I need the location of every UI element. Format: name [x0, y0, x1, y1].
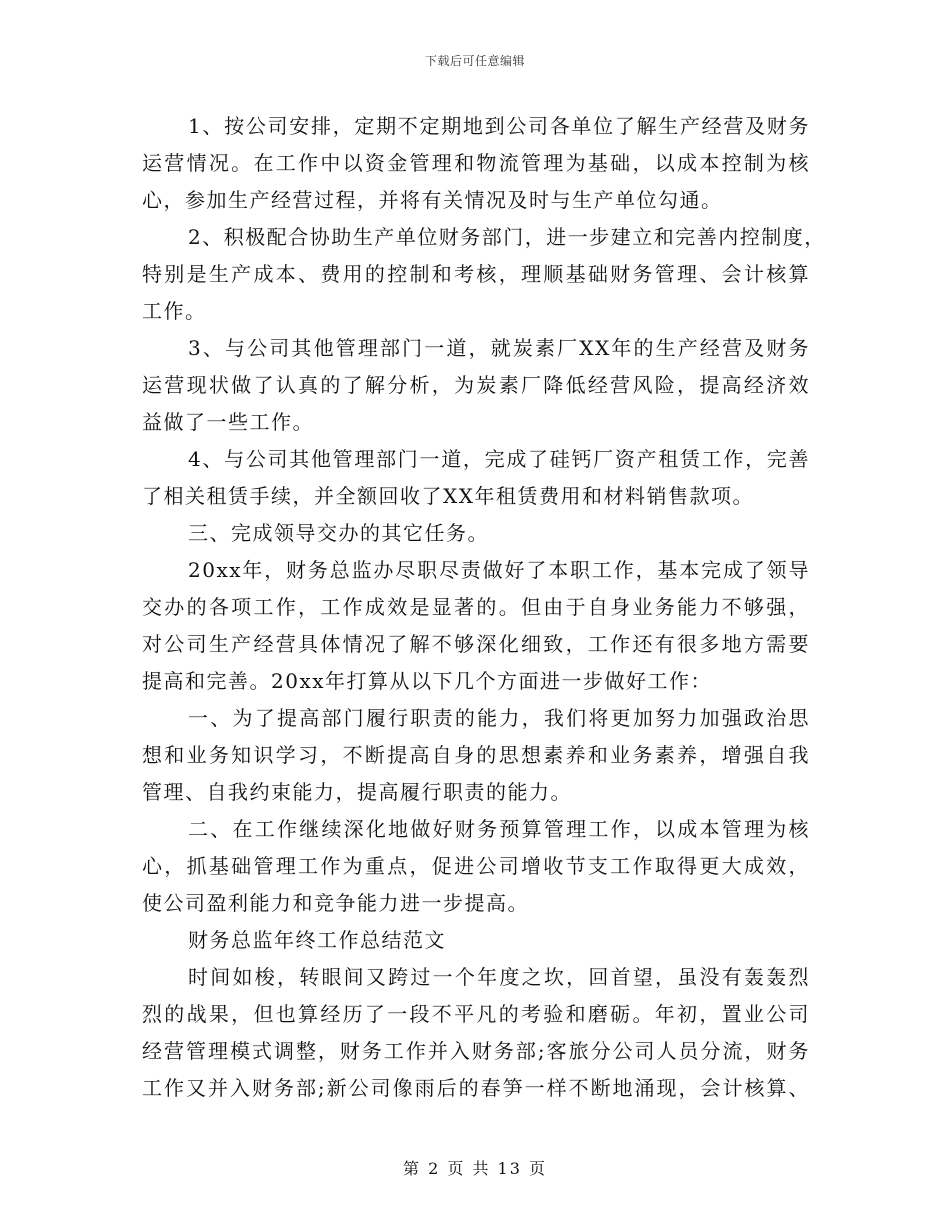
text-line: 一、为了提高部门履行职责的能力，我们将更加努力加强政治思	[188, 706, 810, 730]
text-line: 20xx年，财务总监办尽职尽责做好了本职工作，基本完成了领导	[188, 558, 810, 582]
text-line: 对公司生产经营具体情况了解不够深化细致，工作还有很多地方需要	[142, 632, 810, 656]
text-line: 心，抓基础管理工作为重点，促进公司增收节支工作取得更大成效，	[142, 854, 810, 878]
text-line: 2、积极配合协助生产单位财务部门，进一步建立和完善内控制度，	[188, 225, 826, 249]
text-line: 经营管理模式调整，财务工作并入财务部;客旅分公司人员分流，财务	[142, 1039, 810, 1063]
document-body	[142, 108, 826, 1107]
text-line: 1、按公司安排，定期不定期地到公司各单位了解生产经营及财务	[188, 114, 810, 138]
page-footer: 第 2 页 共 13 页	[403, 1159, 547, 1178]
text-line: 益做了一些工作。	[142, 410, 314, 434]
text-line: 工作又并入财务部;新公司像雨后的春笋一样不断地涌现，会计核算、	[142, 1076, 810, 1100]
section-heading: 三、完成领导交办的其它任务。	[188, 521, 489, 545]
text-line: 管理、自我约束能力，提高履行职责的能力。	[142, 780, 572, 804]
text-line: 使公司盈利能力和竞争能力进一步提高。	[142, 891, 529, 915]
text-line: 特别是生产成本、费用的控制和考核，理顺基础财务管理、会计核算	[142, 262, 810, 286]
text-line: 工作。	[142, 299, 207, 323]
text-line: 4、与公司其他管理部门一道，完成了硅钙厂资产租赁工作，完善	[188, 447, 810, 471]
text-line: 提高和完善。20xx年打算从以下几个方面进一步做好工作：	[142, 669, 713, 693]
text-line: 烈的战果，但也算经历了一段不平凡的考验和磨砺。年初，置业公司	[142, 1002, 810, 1026]
text-line: 3、与公司其他管理部门一道，就炭素厂XX年的生产经营及财务	[188, 336, 810, 360]
text-line: 时间如梭，转眼间又跨过一个年度之坎，回首望，虽没有轰轰烈	[188, 965, 810, 989]
text-line: 了相关租赁手续，并全额回收了XX年租赁费用和材料销售款项。	[142, 484, 754, 508]
text-line: 二、在工作继续深化地做好财务预算管理工作，以成本管理为核	[188, 817, 810, 841]
page-header: 下载后可任意编辑	[424, 54, 525, 68]
text-line: 运营现状做了认真的了解分析，为炭素厂降低经营风险，提高经济效	[142, 373, 810, 397]
text-line: 心，参加生产经营过程，并将有关情况及时与生产单位勾通。	[142, 188, 723, 212]
article-title: 财务总监年终工作总结范文	[188, 928, 446, 952]
text-line: 运营情况。在工作中以资金管理和物流管理为基础，以成本控制为核	[142, 151, 810, 175]
text-line: 想和业务知识学习，不断提高自身的思想素养和业务素养，增强自我	[142, 743, 810, 767]
text-line: 交办的各项工作，工作成效是显著的。但由于自身业务能力不够强，	[142, 595, 810, 619]
